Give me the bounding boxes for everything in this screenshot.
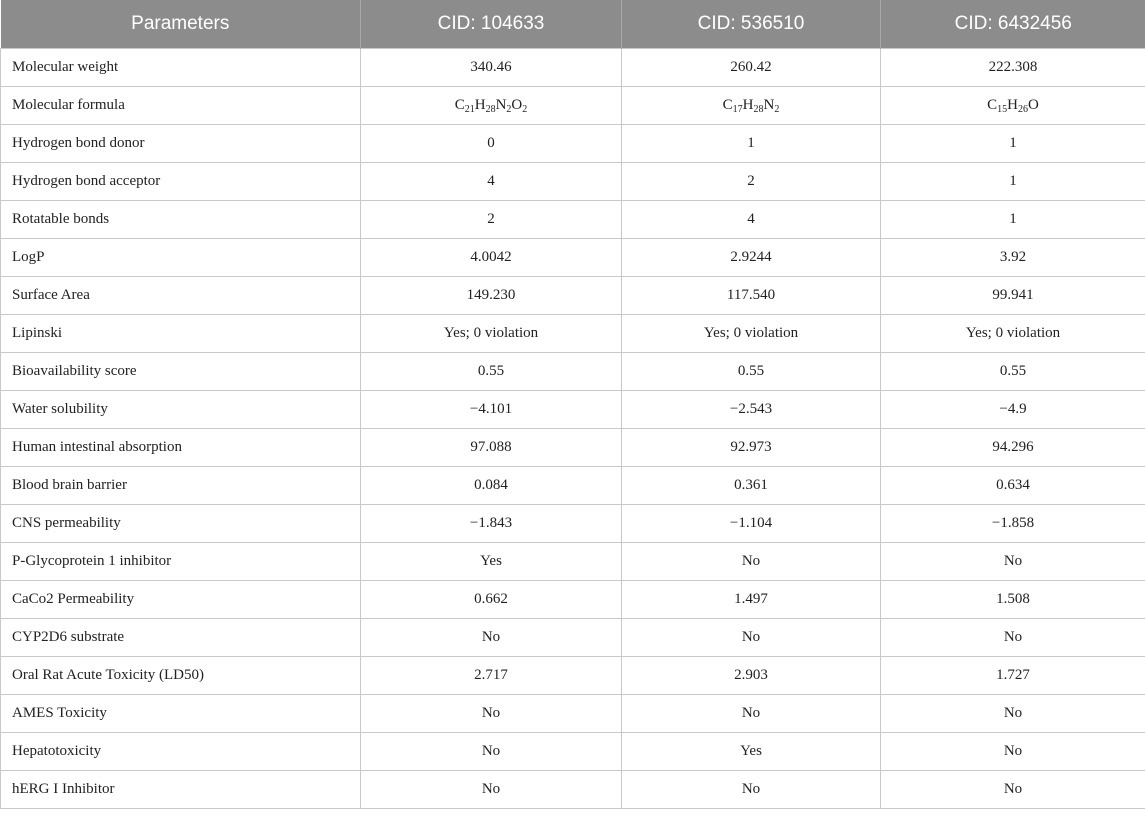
table-row [1,733,1145,771]
row-label: Molecular formula [1,87,361,125]
value-cell: 0.55 [622,353,881,391]
value-cell: No [361,733,622,771]
row-label: Molecular weight [1,49,361,87]
row-label: CYP2D6 substrate [1,619,361,657]
table-row [1,353,1145,391]
value-cell: No [622,619,881,657]
value-cell: Yes; 0 violation [622,315,881,353]
table-row [1,277,1145,315]
row-label: LogP [1,239,361,277]
value-cell: Yes; 0 violation [361,315,622,353]
value-cell: 0.662 [361,581,622,619]
value-cell: 2.9244 [622,239,881,277]
value-cell: No [361,695,622,733]
row-label: Rotatable bonds [1,201,361,239]
row-label: Hydrogen bond donor [1,125,361,163]
value-cell: No [622,771,881,809]
value-cell: 1.508 [881,581,1145,619]
value-cell: No [881,733,1145,771]
row-label: CNS permeability [1,505,361,543]
row-label: hERG I Inhibitor [1,771,361,809]
value-cell: No [881,543,1145,581]
row-label: Water solubility [1,391,361,429]
value-cell: No [622,695,881,733]
table-row [1,581,1145,619]
table-row [1,657,1145,695]
table-header [1,0,1145,49]
table-row [1,429,1145,467]
row-label: Hydrogen bond acceptor [1,163,361,201]
value-cell: No [622,543,881,581]
value-cell: 0.084 [361,467,622,505]
value-cell: Yes [361,543,622,581]
value-cell: 1 [881,201,1145,239]
value-cell: Yes [622,733,881,771]
value-cell: 2.903 [622,657,881,695]
value-cell: 1.497 [622,581,881,619]
header-parameters: Parameters [1,0,361,49]
value-cell: −4.9 [881,391,1145,429]
value-cell: 92.973 [622,429,881,467]
value-cell: 97.088 [361,429,622,467]
table-row [1,619,1145,657]
row-label: Blood brain barrier [1,467,361,505]
value-cell: No [361,619,622,657]
table-row [1,505,1145,543]
value-cell: 340.46 [361,49,622,87]
value-cell: 1 [881,125,1145,163]
row-label: Hepatotoxicity [1,733,361,771]
value-cell: 0.361 [622,467,881,505]
row-label: Human intestinal absorption [1,429,361,467]
value-cell: 260.42 [622,49,881,87]
header-cid-6432456: CID: 6432456 [881,0,1145,49]
value-cell: 2 [361,201,622,239]
value-cell: 2.717 [361,657,622,695]
value-cell: $C_{15}H_{26}O$ [881,87,1145,125]
row-label: Oral Rat Acute Toxicity (LD50) [1,657,361,695]
table-row [1,239,1145,277]
value-cell: 3.92 [881,239,1145,277]
header-row [1,0,1145,49]
value-cell: 0.55 [881,353,1145,391]
value-cell: No [361,771,622,809]
value-cell: $C_{17}H_{28}N_2$ [622,87,881,125]
value-cell: 99.941 [881,277,1145,315]
value-cell: Yes; 0 violation [881,315,1145,353]
table-row [1,49,1145,87]
value-cell: 0 [361,125,622,163]
row-label: Bioavailability score [1,353,361,391]
value-cell: 0.634 [881,467,1145,505]
header-cid-536510: CID: 536510 [622,0,881,49]
value-cell: −2.543 [622,391,881,429]
value-cell: −4.101 [361,391,622,429]
table-row [1,771,1145,809]
table-body [1,49,1145,809]
table-row [1,391,1145,429]
table-row [1,695,1145,733]
value-cell: −1.858 [881,505,1145,543]
value-cell: 222.308 [881,49,1145,87]
value-cell: 117.540 [622,277,881,315]
row-label: P-Glycoprotein 1 inhibitor [1,543,361,581]
value-cell: 1 [622,125,881,163]
table-row [1,467,1145,505]
table-row [1,163,1145,201]
table-row [1,315,1145,353]
value-cell: 94.296 [881,429,1145,467]
value-cell: $C_{21}H_{28}N_2O_2$ [361,87,622,125]
row-label: CaCo2 Permeability [1,581,361,619]
table-row [1,125,1145,163]
value-cell: 0.55 [361,353,622,391]
value-cell: 4 [622,201,881,239]
value-cell: −1.843 [361,505,622,543]
value-cell: No [881,771,1145,809]
table-row [1,543,1145,581]
table-row [1,87,1145,125]
header-cid-104633: CID: 104633 [361,0,622,49]
value-cell: No [881,695,1145,733]
row-label: Surface Area [1,277,361,315]
value-cell: −1.104 [622,505,881,543]
value-cell: 2 [622,163,881,201]
value-cell: 4 [361,163,622,201]
value-cell: 1 [881,163,1145,201]
row-label: Lipinski [1,315,361,353]
value-cell: No [881,619,1145,657]
row-label: AMES Toxicity [1,695,361,733]
value-cell: 149.230 [361,277,622,315]
value-cell: 1.727 [881,657,1145,695]
table-row [1,201,1145,239]
value-cell: 4.0042 [361,239,622,277]
